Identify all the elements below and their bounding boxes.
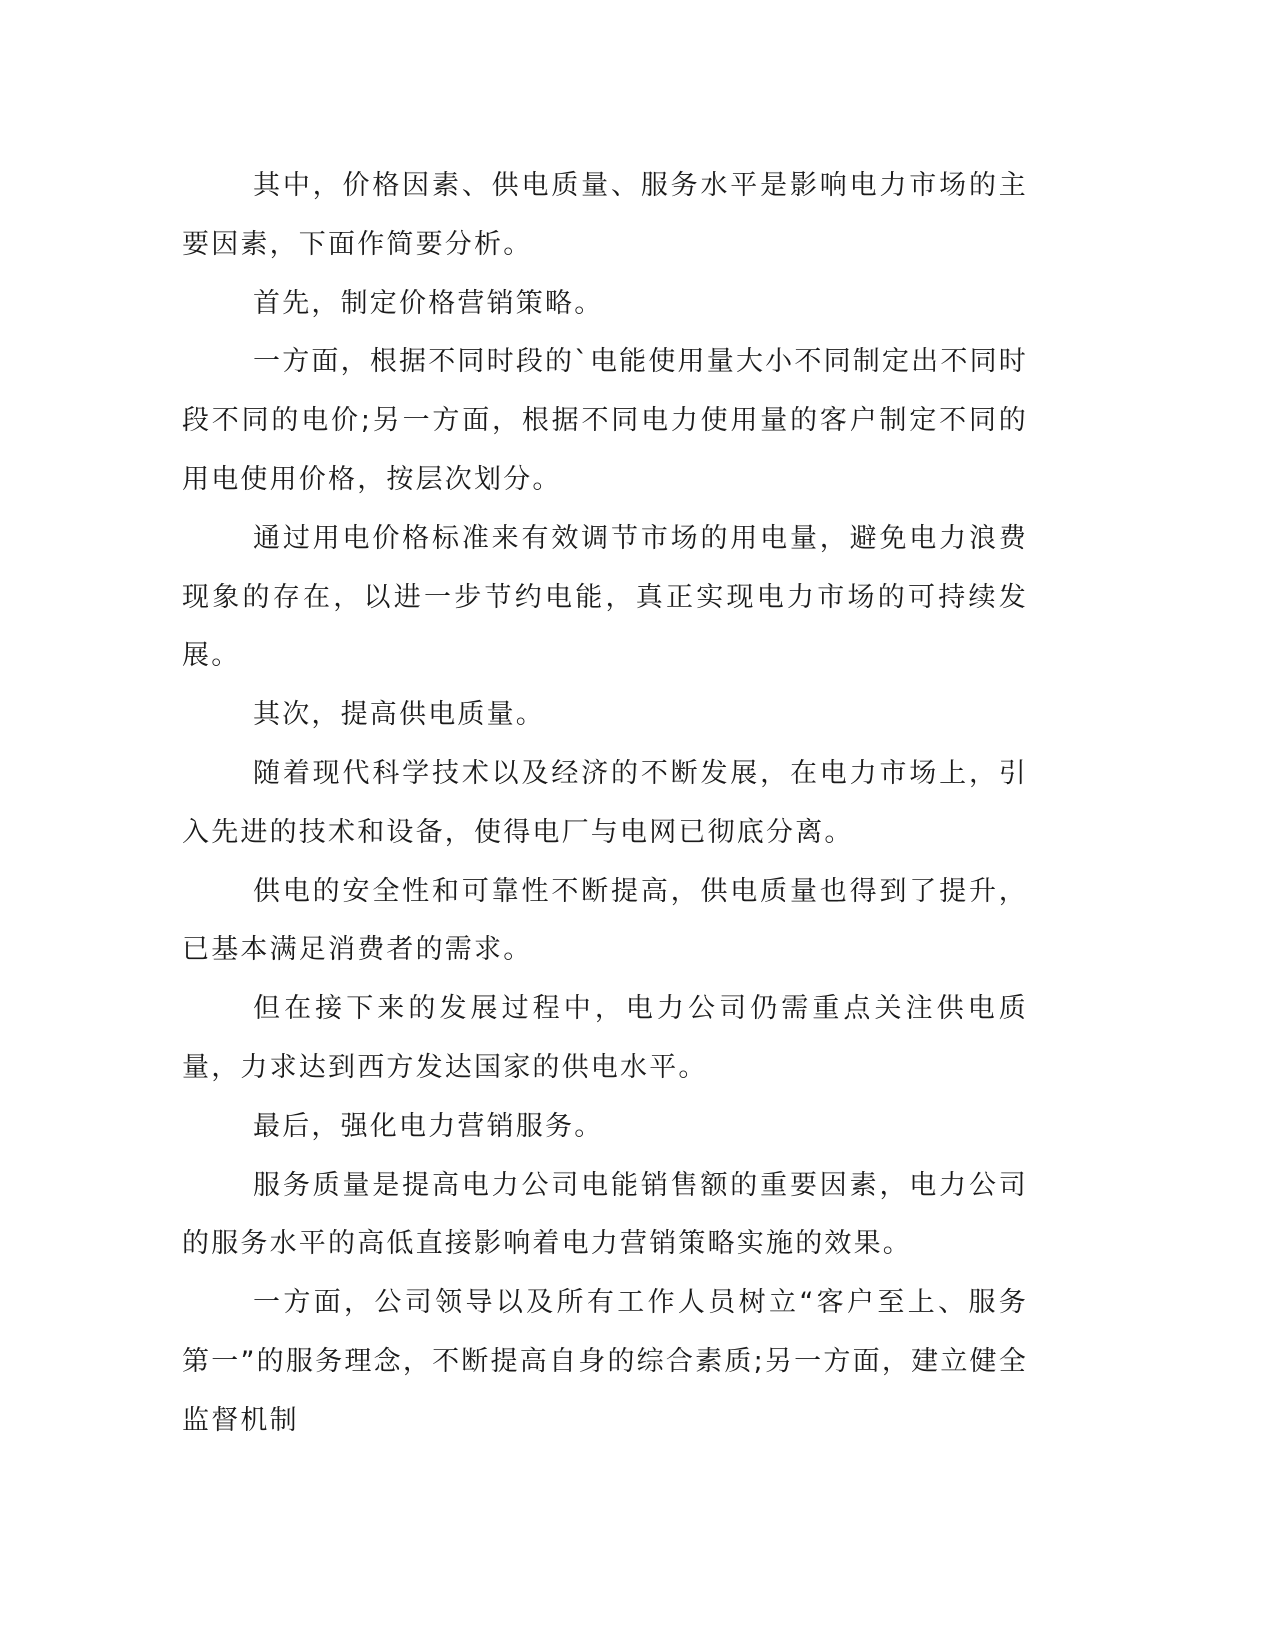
paragraph-finally-service: 最后，强化电力营销服务。 — [253, 1110, 604, 1142]
paragraph-service-quality: 服务质量是提高电力公司电能销售额的重要因素，电力公司的服务水平的高低直接影响着电力营销策略实施的效果。 — [182, 1169, 1028, 1260]
paragraph-second-supply-quality: 其次，提高供电质量。 — [253, 699, 545, 731]
paragraph-price-regulation: 通过用电价格标准来有效调节市场的用电量，避免电力浪费现象的存在，以进一步节约电能，真正实现电力市场的可持续发展。 — [182, 522, 1028, 672]
paragraph-future-focus: 但在接下来的发展过程中，电力公司仍需重点关注供电质量，力求达到西方发达国家的供电水平。 — [182, 993, 1028, 1083]
document-body — [182, 157, 1028, 1451]
paragraph-technology-development: 随着现代科学技术以及经济的不断发展，在电力市场上，引入先进的技术和设备，使得电厂与电网已彻底分离。 — [182, 757, 1028, 848]
paragraph-first-pricing-strategy: 首先，制定价格营销策略。 — [253, 287, 604, 319]
paragraph-safety-reliability: 供电的安全性和可靠性不断提高，供电质量也得到了提升，已基本满足消费者的需求。 — [182, 875, 1028, 966]
paragraph-time-based-pricing: 一方面，根据不同时段的`电能使用量大小不同制定出不同时段不同的电价;另一方面，根据不同电力使用量的客户制定不同的用电使用价格，按层次划分。 — [182, 346, 1028, 495]
paragraph-price-factors: 其中，价格因素、供电质量、服务水平是影响电力市场的主要因素，下面作简要分析。 — [182, 170, 1028, 260]
paragraph-service-philosophy: 一方面，公司领导以及所有工作人员树立“客户至上、服务第一”的服务理念，不断提高自身的综合素质;另一方面，建立健全监督机制 — [182, 1287, 1028, 1436]
